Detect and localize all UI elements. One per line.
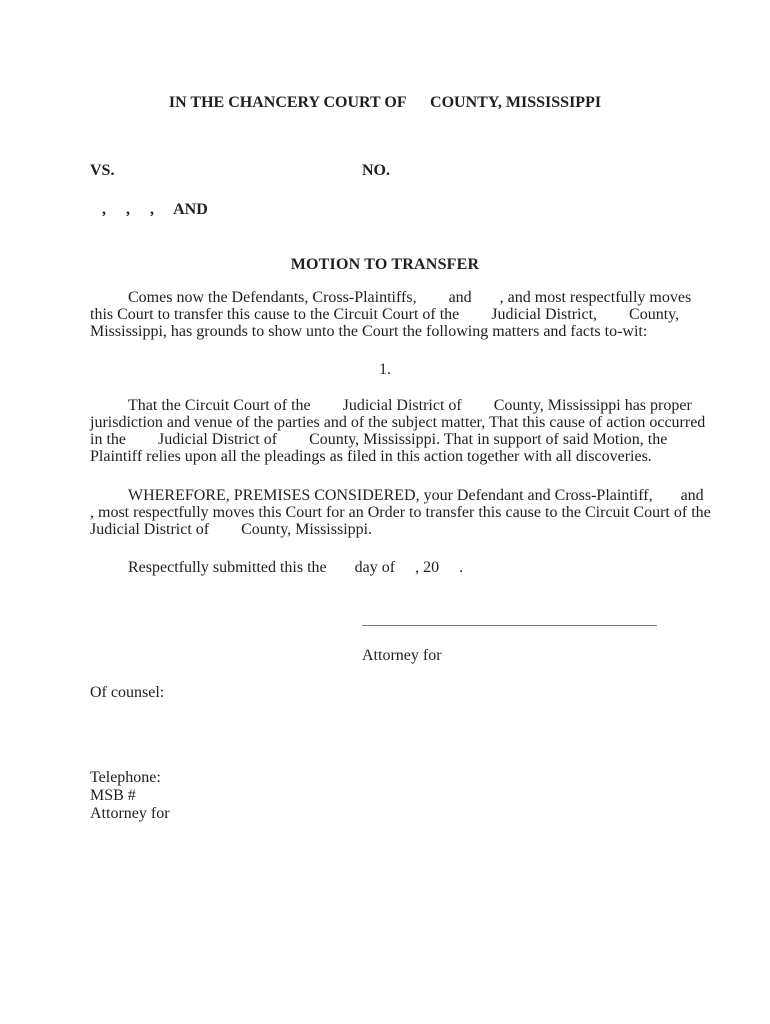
- of-counsel-label: Of counsel:: [90, 684, 165, 701]
- document-title: MOTION TO TRANSFER: [290, 256, 480, 273]
- signature-line: [362, 625, 657, 626]
- respectfully-submitted-line: Respectfully submitted this the day of , 20 .: [128, 559, 464, 576]
- attorney-contact-block: [90, 769, 170, 823]
- telephone-label: Telephone:: [90, 769, 161, 786]
- parties-line: , , , AND: [90, 201, 208, 218]
- paragraph-line: Plaintiff relies upon all the pleadings as filed in this action together with all discoveries.: [90, 448, 652, 465]
- opening-paragraph: [90, 289, 740, 340]
- vs-label: VS.: [90, 162, 115, 179]
- court-header: IN THE CHANCERY COURT OF COUNTY, MISSISSIPPI: [168, 94, 602, 111]
- paragraph-line: jurisdiction and venue of the parties and of the subject matter, That this cause of action occurred: [90, 414, 706, 431]
- msb-number-label: MSB #: [90, 787, 136, 804]
- signature-attorney-for-label: Attorney for: [362, 647, 442, 664]
- paragraph-line: Mississippi, has grounds to show unto the Court the following matters and facts to-wit:: [90, 323, 648, 340]
- attorney-for-label: Attorney for: [90, 805, 170, 822]
- paragraph-line: , most respectfully moves this Court for an Order to transfer this cause to the Circuit Court of the: [90, 504, 711, 521]
- case-number-label: NO.: [362, 162, 390, 179]
- paragraph-line: Judicial District of County, Mississippi.: [90, 521, 373, 538]
- paragraph-line: WHEREFORE, PREMISES CONSIDERED, your Defendant and Cross-Plaintiff, and: [128, 487, 704, 504]
- wherefore-paragraph: [90, 487, 740, 538]
- paragraph-line: in the Judicial District of County, Mississippi. That in support of said Motion, the: [90, 431, 668, 448]
- paragraph-line: Comes now the Defendants, Cross-Plaintiffs, and , and most respectfully moves: [128, 289, 692, 306]
- section-number: 1.: [379, 361, 391, 378]
- paragraph-line: this Court to transfer this cause to the Circuit Court of the Judicial District, County,: [90, 306, 680, 323]
- jurisdiction-paragraph: [90, 397, 740, 465]
- paragraph-line: That the Circuit Court of the Judicial District of County, Mississippi has proper: [128, 397, 692, 414]
